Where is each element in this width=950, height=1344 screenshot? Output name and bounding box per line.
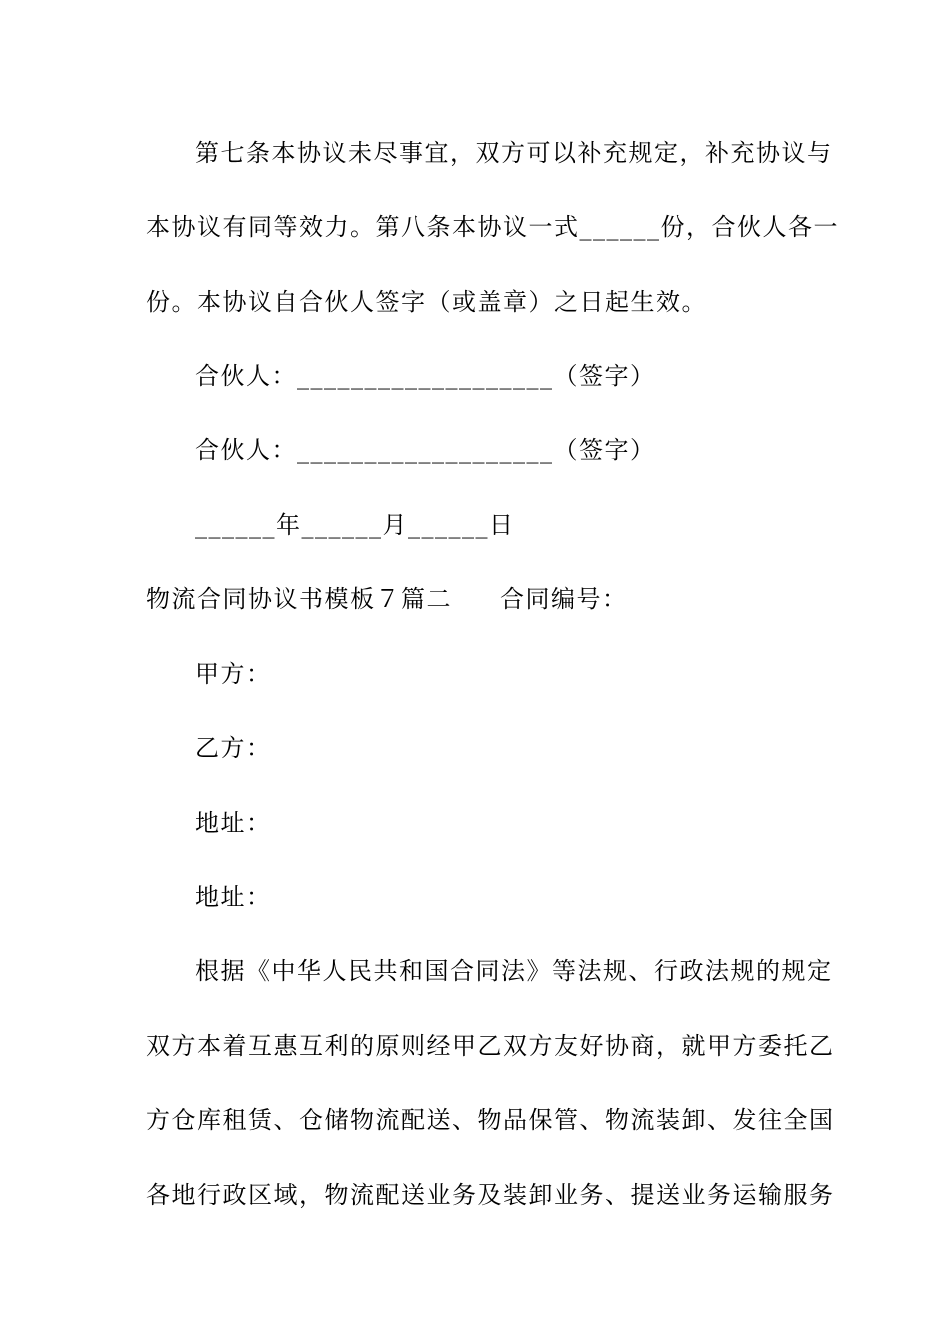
address-label-2: 地址： (195, 883, 272, 911)
paragraph-1-line-2: 本协议有同等效力。第八条本协议一式______份，合伙人各一 (146, 213, 839, 241)
party-a-label: 甲方： (195, 660, 272, 688)
partner-signature-line-1: 合伙人：___________________（签字） (195, 362, 656, 390)
section-title: 物流合同协议书模板７篇二 (146, 585, 452, 613)
paragraph-2-line-2: 双方本着互惠互利的原则经甲乙双方友好协商，就甲方委托乙 (146, 1032, 835, 1060)
address-label-1: 地址： (195, 809, 272, 837)
section-heading (146, 584, 811, 614)
party-b-label: 乙方： (195, 734, 272, 762)
paragraph-2-line-4: 各地行政区域，物流配送业务及装卸业务、提送业务运输服务 (146, 1181, 835, 1209)
date-line: ______年______月______日 (195, 511, 515, 539)
contract-number-label: 合同编号： (500, 585, 628, 613)
paragraph-1-line-3: 份。本协议自合伙人签字（或盖章）之日起生效。 (146, 288, 707, 316)
paragraph-1-line-1: 第七条本协议未尽事宜，双方可以补充规定，补充协议与 (195, 139, 833, 167)
paragraph-2-line-1: 根据《中华人民共和国合同法》等法规、行政法规的规定 (195, 957, 833, 985)
paragraph-2-line-3: 方仓库租赁、仓储物流配送、物品保管、物流装卸、发往全国 (146, 1106, 835, 1134)
partner-signature-line-2: 合伙人：___________________（签字） (195, 436, 656, 464)
